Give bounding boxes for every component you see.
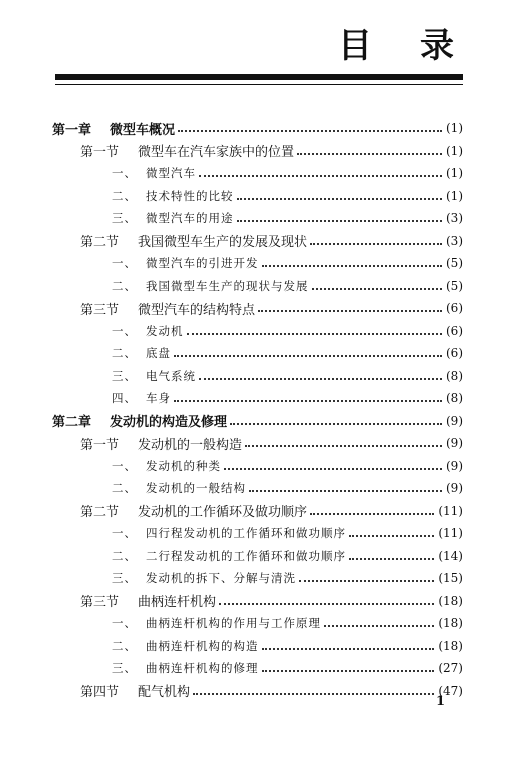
toc-leader-dots (187, 332, 443, 335)
toc-entry-page: (1) (446, 188, 463, 203)
toc-entry-page: (15) (438, 571, 463, 586)
toc-entry-number: 一、 (112, 616, 137, 631)
toc-entry-heading (112, 345, 171, 361)
toc-entry-page: (18) (438, 638, 463, 653)
toc-leader-dots (349, 557, 434, 560)
toc-entry-page: (1) (446, 166, 463, 181)
toc-leader-dots (262, 669, 435, 672)
toc-entry-heading (112, 480, 246, 496)
toc-entry-title: 曲柄连杆机构的构造 (146, 638, 259, 653)
toc-entry-number: 第三节 (80, 302, 120, 318)
toc-entry-heading (112, 390, 171, 406)
toc-entry-page: (11) (438, 526, 463, 541)
table-of-contents (0, 117, 505, 702)
toc-entry-page: (1) (446, 143, 463, 158)
toc-item-row (0, 162, 505, 185)
title-rule-thick (55, 74, 463, 80)
toc-leader-dots (245, 444, 442, 447)
toc-item-row (0, 635, 505, 658)
toc-entry-heading (112, 458, 221, 474)
toc-entry-number: 二、 (112, 548, 137, 563)
toc-leader-dots (349, 534, 434, 537)
toc-leader-dots (310, 512, 434, 515)
toc-entry-number: 一、 (112, 166, 137, 181)
toc-entry-heading (112, 660, 259, 676)
toc-entry-heading (52, 411, 227, 430)
toc-leader-dots (237, 197, 443, 200)
toc-item-row (0, 275, 505, 298)
toc-entry-title: 微型汽车的引进开发 (146, 256, 259, 271)
toc-entry-page: (9) (446, 458, 463, 473)
toc-entry-page: (8) (446, 391, 463, 406)
toc-entry-number: 第二节 (80, 505, 120, 521)
toc-section-row (0, 590, 505, 613)
toc-entry-page: (6) (446, 346, 463, 361)
title-char-1: 目 (338, 26, 372, 66)
toc-entry-number: 第四节 (80, 685, 120, 701)
toc-entry-page: (18) (438, 593, 463, 608)
toc-entry-page: (18) (438, 616, 463, 631)
toc-entry-number: 二、 (112, 278, 137, 293)
toc-entry-number: 第三节 (80, 595, 120, 611)
toc-entry-page: (47) (438, 683, 463, 698)
toc-entry-number: 三、 (112, 368, 137, 383)
toc-entry-title: 微型汽车的结构特点 (138, 302, 256, 318)
toc-entry-number: 第一章 (52, 122, 92, 138)
toc-item-row (0, 252, 505, 275)
toc-entry-page: (6) (446, 323, 463, 338)
toc-item-row (0, 342, 505, 365)
toc-entry-page: (5) (446, 256, 463, 271)
toc-entry-page: (3) (446, 233, 463, 248)
title-rule-thin (55, 84, 463, 85)
toc-entry-title: 发动机的一般结构 (146, 481, 246, 496)
toc-entry-heading (112, 570, 296, 586)
toc-leader-dots (297, 152, 442, 155)
toc-leader-dots (199, 377, 442, 380)
toc-leader-dots (230, 422, 442, 425)
toc-entry-page: (6) (446, 301, 463, 316)
toc-entry-page: (5) (446, 278, 463, 293)
toc-item-row (0, 207, 505, 230)
toc-leader-dots (224, 467, 442, 470)
toc-leader-dots (258, 309, 442, 312)
toc-entry-title: 发动机的一般构造 (138, 437, 243, 453)
toc-entry-number: 第二节 (80, 235, 120, 251)
toc-leader-dots (312, 287, 443, 290)
toc-entry-title: 发动机的拆下、分解与清洗 (146, 571, 296, 586)
toc-section-row (0, 500, 505, 523)
toc-entry-heading (112, 615, 321, 631)
toc-entry-heading (112, 255, 259, 271)
toc-entry-number: 第一节 (80, 437, 120, 453)
toc-entry-page: (14) (438, 548, 463, 563)
toc-entry-title: 电气系统 (146, 368, 196, 383)
toc-entry-heading (80, 299, 255, 318)
toc-entry-heading (80, 501, 307, 520)
toc-entry-title: 发动机的种类 (146, 458, 221, 473)
toc-entry-heading (80, 681, 190, 700)
toc-entry-title: 曲柄连杆机构 (138, 595, 217, 611)
toc-leader-dots (219, 602, 434, 605)
toc-entry-page: (8) (446, 368, 463, 383)
toc-entry-page: (1) (446, 121, 463, 136)
toc-leader-dots (262, 264, 443, 267)
toc-entry-heading (80, 141, 294, 160)
toc-entry-title: 微型汽车 (146, 166, 196, 181)
toc-item-row (0, 387, 505, 410)
toc-section-row (0, 297, 505, 320)
toc-entry-title: 我国微型车生产的现状与发展 (146, 278, 309, 293)
toc-entry-heading (112, 210, 234, 226)
toc-item-row (0, 365, 505, 388)
toc-entry-heading (112, 278, 309, 294)
toc-leader-dots (237, 219, 443, 222)
toc-entry-number: 二、 (112, 188, 137, 203)
toc-leader-dots (299, 579, 434, 582)
toc-chapter-row (0, 410, 505, 433)
toc-leader-dots (249, 489, 442, 492)
toc-leader-dots (174, 399, 442, 402)
toc-entry-title: 技术特性的比较 (146, 188, 234, 203)
toc-entry-number: 一、 (112, 256, 137, 271)
toc-leader-dots (324, 624, 434, 627)
toc-entry-heading (112, 548, 346, 564)
toc-entry-title: 微型汽车的用途 (146, 211, 234, 226)
toc-entry-title: 配气机构 (138, 685, 191, 701)
toc-entry-heading (112, 165, 196, 181)
toc-entry-heading (112, 188, 234, 204)
toc-entry-number: 二、 (112, 481, 137, 496)
toc-entry-heading (80, 434, 242, 453)
toc-chapter-row (0, 117, 505, 140)
toc-item-row (0, 522, 505, 545)
page-title (0, 18, 505, 68)
toc-entry-page: (11) (438, 503, 463, 518)
toc-entry-page: (9) (446, 413, 463, 428)
toc-leader-dots (193, 692, 434, 695)
toc-entry-heading (52, 119, 175, 138)
toc-entry-title: 发动机 (146, 323, 184, 338)
toc-leader-dots (174, 354, 442, 357)
toc-entry-number: 三、 (112, 661, 137, 676)
toc-section-row (0, 680, 505, 703)
toc-item-row (0, 612, 505, 635)
toc-section-row (0, 432, 505, 455)
toc-leader-dots (262, 647, 435, 650)
toc-entry-number: 第一节 (80, 145, 120, 161)
toc-entry-title: 曲柄连杆机构的作用与工作原理 (146, 616, 321, 631)
toc-leader-dots (199, 174, 442, 177)
toc-item-row (0, 185, 505, 208)
toc-item-row (0, 545, 505, 568)
toc-entry-number: 一、 (112, 323, 137, 338)
toc-entry-heading (112, 525, 346, 541)
toc-entry-heading (80, 591, 216, 610)
toc-section-row (0, 230, 505, 253)
toc-entry-number: 第二章 (52, 415, 92, 431)
toc-entry-page: (9) (446, 481, 463, 496)
toc-leader-dots (178, 129, 442, 132)
toc-section-row (0, 140, 505, 163)
toc-entry-heading (112, 638, 259, 654)
toc-entry-page: (27) (438, 661, 463, 676)
toc-entry-number: 一、 (112, 526, 137, 541)
toc-entry-title: 四行程发动机的工作循环和做功顺序 (146, 526, 346, 541)
toc-item-row (0, 320, 505, 343)
toc-entry-number: 四、 (112, 391, 137, 406)
toc-item-row (0, 455, 505, 478)
toc-entry-title: 曲柄连杆机构的修理 (146, 661, 259, 676)
title-char-2: 录 (420, 26, 454, 66)
toc-entry-title: 车身 (146, 391, 171, 406)
toc-item-row (0, 567, 505, 590)
toc-entry-title: 底盘 (146, 346, 171, 361)
toc-entry-title: 发动机的构造及修理 (110, 415, 228, 431)
toc-entry-title: 二行程发动机的工作循环和做功顺序 (146, 548, 346, 563)
toc-entry-number: 二、 (112, 346, 137, 361)
toc-entry-page: (9) (446, 436, 463, 451)
toc-entry-heading (112, 323, 184, 339)
toc-leader-dots (310, 242, 442, 245)
toc-entry-title: 微型车概况 (110, 122, 176, 138)
toc-entry-heading (80, 231, 307, 250)
toc-entry-title: 发动机的工作循环及做功顺序 (138, 505, 308, 521)
toc-entry-number: 三、 (112, 211, 137, 226)
toc-entry-number: 二、 (112, 638, 137, 653)
toc-item-row (0, 477, 505, 500)
page-number: 1 (436, 694, 446, 709)
toc-entry-title: 我国微型车生产的发展及现状 (138, 235, 308, 251)
toc-entry-title: 微型车在汽车家族中的位置 (138, 145, 295, 161)
toc-entry-heading (112, 368, 196, 384)
toc-item-row (0, 657, 505, 680)
toc-entry-number: 一、 (112, 458, 137, 473)
toc-entry-number: 三、 (112, 571, 137, 586)
toc-entry-page: (3) (446, 211, 463, 226)
